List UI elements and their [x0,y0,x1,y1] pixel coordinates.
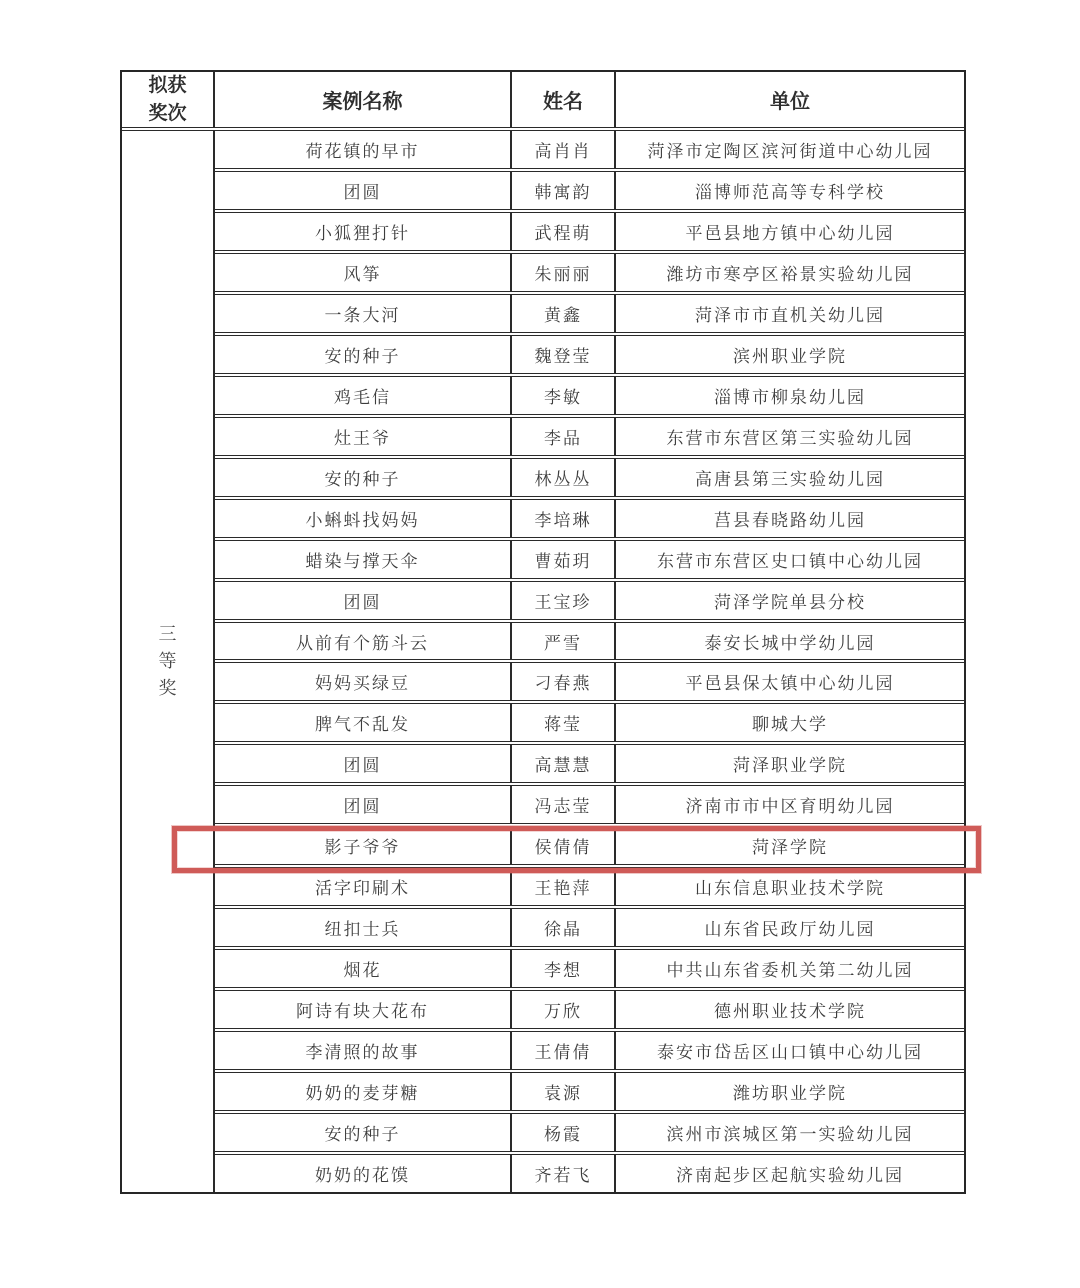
table-row [215,377,964,418]
person-name-cell: 李品 [512,418,616,455]
case-name-cell: 灶王爷 [215,418,512,455]
case-name-cell: 从前有个筋斗云 [215,623,512,660]
organization-cell: 潍坊市寒亭区裕景实验幼儿园 [666,264,914,284]
table-row [215,582,964,623]
case-name-cell: 团圆 [215,786,512,823]
case-name-cell: 团圆 [215,745,512,782]
case-name-cell: 李清照的故事 [215,1032,512,1069]
table-row [215,500,964,541]
table-row [215,704,964,745]
organization-cell: 中共山东省委机关第二幼儿园 [666,961,914,981]
person-name-cell: 李想 [512,950,616,987]
table-row [215,868,964,909]
organization-cell: 泰安市岱岳区山口镇中心幼儿园 [657,1043,923,1063]
organization-cell: 聊城大学 [752,715,828,735]
organization-cell: 平邑县保太镇中心幼儿园 [685,674,895,694]
case-name-cell: 风筝 [215,254,512,291]
table-rows [215,131,964,1192]
case-name-cell: 活字印刷术 [215,868,512,905]
person-name-cell: 袁源 [512,1073,616,1110]
person-name-cell: 王宝珍 [512,582,616,619]
table-row [215,745,964,786]
person-name-cell: 韩寓韵 [512,172,616,209]
person-name-cell: 李敏 [512,377,616,414]
case-name-cell: 团圆 [215,172,512,209]
header-organization: 单位 [770,91,810,114]
organization-cell: 菏泽职业学院 [733,756,847,776]
person-name-cell: 曹茹玥 [512,541,616,578]
organization-cell: 德州职业技术学院 [714,1002,866,1022]
award-level-cell [122,131,215,1192]
organization-cell: 滨州市滨城区第一实验幼儿园 [666,1124,914,1144]
case-name-cell: 奶奶的麦芽糖 [215,1073,512,1110]
organization-cell: 菏泽市市直机关幼儿园 [695,305,885,325]
person-name-cell: 李培琳 [512,500,616,537]
table-row [215,1155,964,1192]
case-name-cell: 团圆 [215,582,512,619]
person-name-cell: 朱丽丽 [512,254,616,291]
person-name-cell: 蒋莹 [512,704,616,741]
case-name-cell: 脾气不乱发 [215,704,512,741]
header-person-name: 姓名 [512,72,616,127]
organization-cell: 莒县春晓路幼儿园 [714,510,866,530]
organization-cell: 济南起步区起航实验幼儿园 [676,1165,904,1185]
case-name-cell: 安的种子 [215,1114,512,1151]
case-name-cell: 安的种子 [215,459,512,496]
organization-cell: 淄博师范高等专科学校 [695,183,885,203]
case-name-cell: 蜡染与撑天伞 [215,541,512,578]
case-name-cell: 一条大河 [215,295,512,332]
case-name-cell: 影子爷爷 [215,827,512,864]
table-row [215,1073,964,1114]
table-row [215,541,964,582]
table-row [215,991,964,1032]
table-row [215,459,964,500]
person-name-cell: 高肖肖 [512,131,616,168]
organization-cell: 滨州职业学院 [733,346,847,366]
person-name-cell: 万欣 [512,991,616,1028]
table-row [215,1032,964,1073]
person-name-cell: 魏登莹 [512,336,616,373]
person-name-cell: 黄鑫 [512,295,616,332]
table-row [215,336,964,377]
table-row [215,1114,964,1155]
organization-cell: 潍坊职业学院 [733,1083,847,1103]
person-name-cell: 严雪 [512,623,616,660]
organization-cell: 东营市东营区史口镇中心幼儿园 [657,551,923,571]
organization-cell: 菏泽市定陶区滨河街道中心幼儿园 [647,142,933,162]
person-name-cell: 侯倩倩 [512,827,616,864]
organization-cell: 东营市东营区第三实验幼儿园 [666,428,914,448]
person-name-cell: 王艳萍 [512,868,616,905]
table-row [215,213,964,254]
organization-cell: 平邑县地方镇中心幼儿园 [685,223,895,243]
case-name-cell: 荷花镇的早市 [215,131,512,168]
case-name-cell: 妈妈买绿豆 [215,663,512,700]
person-name-cell: 徐晶 [512,909,616,946]
person-name-cell: 齐若飞 [512,1155,616,1192]
person-name-cell: 杨霞 [512,1114,616,1151]
award-table [120,70,966,1194]
case-name-cell: 鸡毛信 [215,377,512,414]
case-name-cell: 纽扣士兵 [215,909,512,946]
person-name-cell: 高慧慧 [512,745,616,782]
table-row [215,623,964,664]
header-award-level [122,72,215,127]
organization-cell: 济南市市中区育明幼儿园 [685,797,895,817]
organization-cell: 淄博市柳泉幼儿园 [714,387,866,407]
table-row [215,827,964,868]
table-header-row [122,72,964,131]
table-row [215,295,964,336]
case-name-cell: 小蝌蚪找妈妈 [215,500,512,537]
organization-cell: 泰安长城中学幼儿园 [704,633,876,653]
organization-cell: 菏泽学院单县分校 [714,592,866,612]
organization-cell: 山东信息职业技术学院 [695,879,885,899]
case-name-cell: 烟花 [215,950,512,987]
organization-cell: 菏泽学院 [752,838,828,858]
table-body [122,131,964,1192]
person-name-cell: 刁春燕 [512,663,616,700]
case-name-cell: 小狐狸打针 [215,213,512,250]
person-name-cell: 王倩倩 [512,1032,616,1069]
case-name-cell: 奶奶的花馍 [215,1155,512,1192]
award-level-label: 三等奖 [158,624,177,699]
organization-cell: 高唐县第三实验幼儿园 [695,469,885,489]
table-row [215,663,964,704]
case-name-cell: 安的种子 [215,336,512,373]
organization-cell: 山东省民政厅幼儿园 [704,920,876,940]
table-row [215,950,964,991]
person-name-cell: 武程萌 [512,213,616,250]
header-award-level-label: 拟获奖次 [148,75,187,124]
table-row [215,254,964,295]
person-name-cell: 冯志莹 [512,786,616,823]
header-case-name: 案例名称 [215,72,512,127]
table-row [215,909,964,950]
table-row [215,172,964,213]
table-row [215,786,964,827]
table-row [215,131,964,172]
table-row [215,418,964,459]
case-name-cell: 阿诗有块大花布 [215,991,512,1028]
person-name-cell: 林丛丛 [512,459,616,496]
